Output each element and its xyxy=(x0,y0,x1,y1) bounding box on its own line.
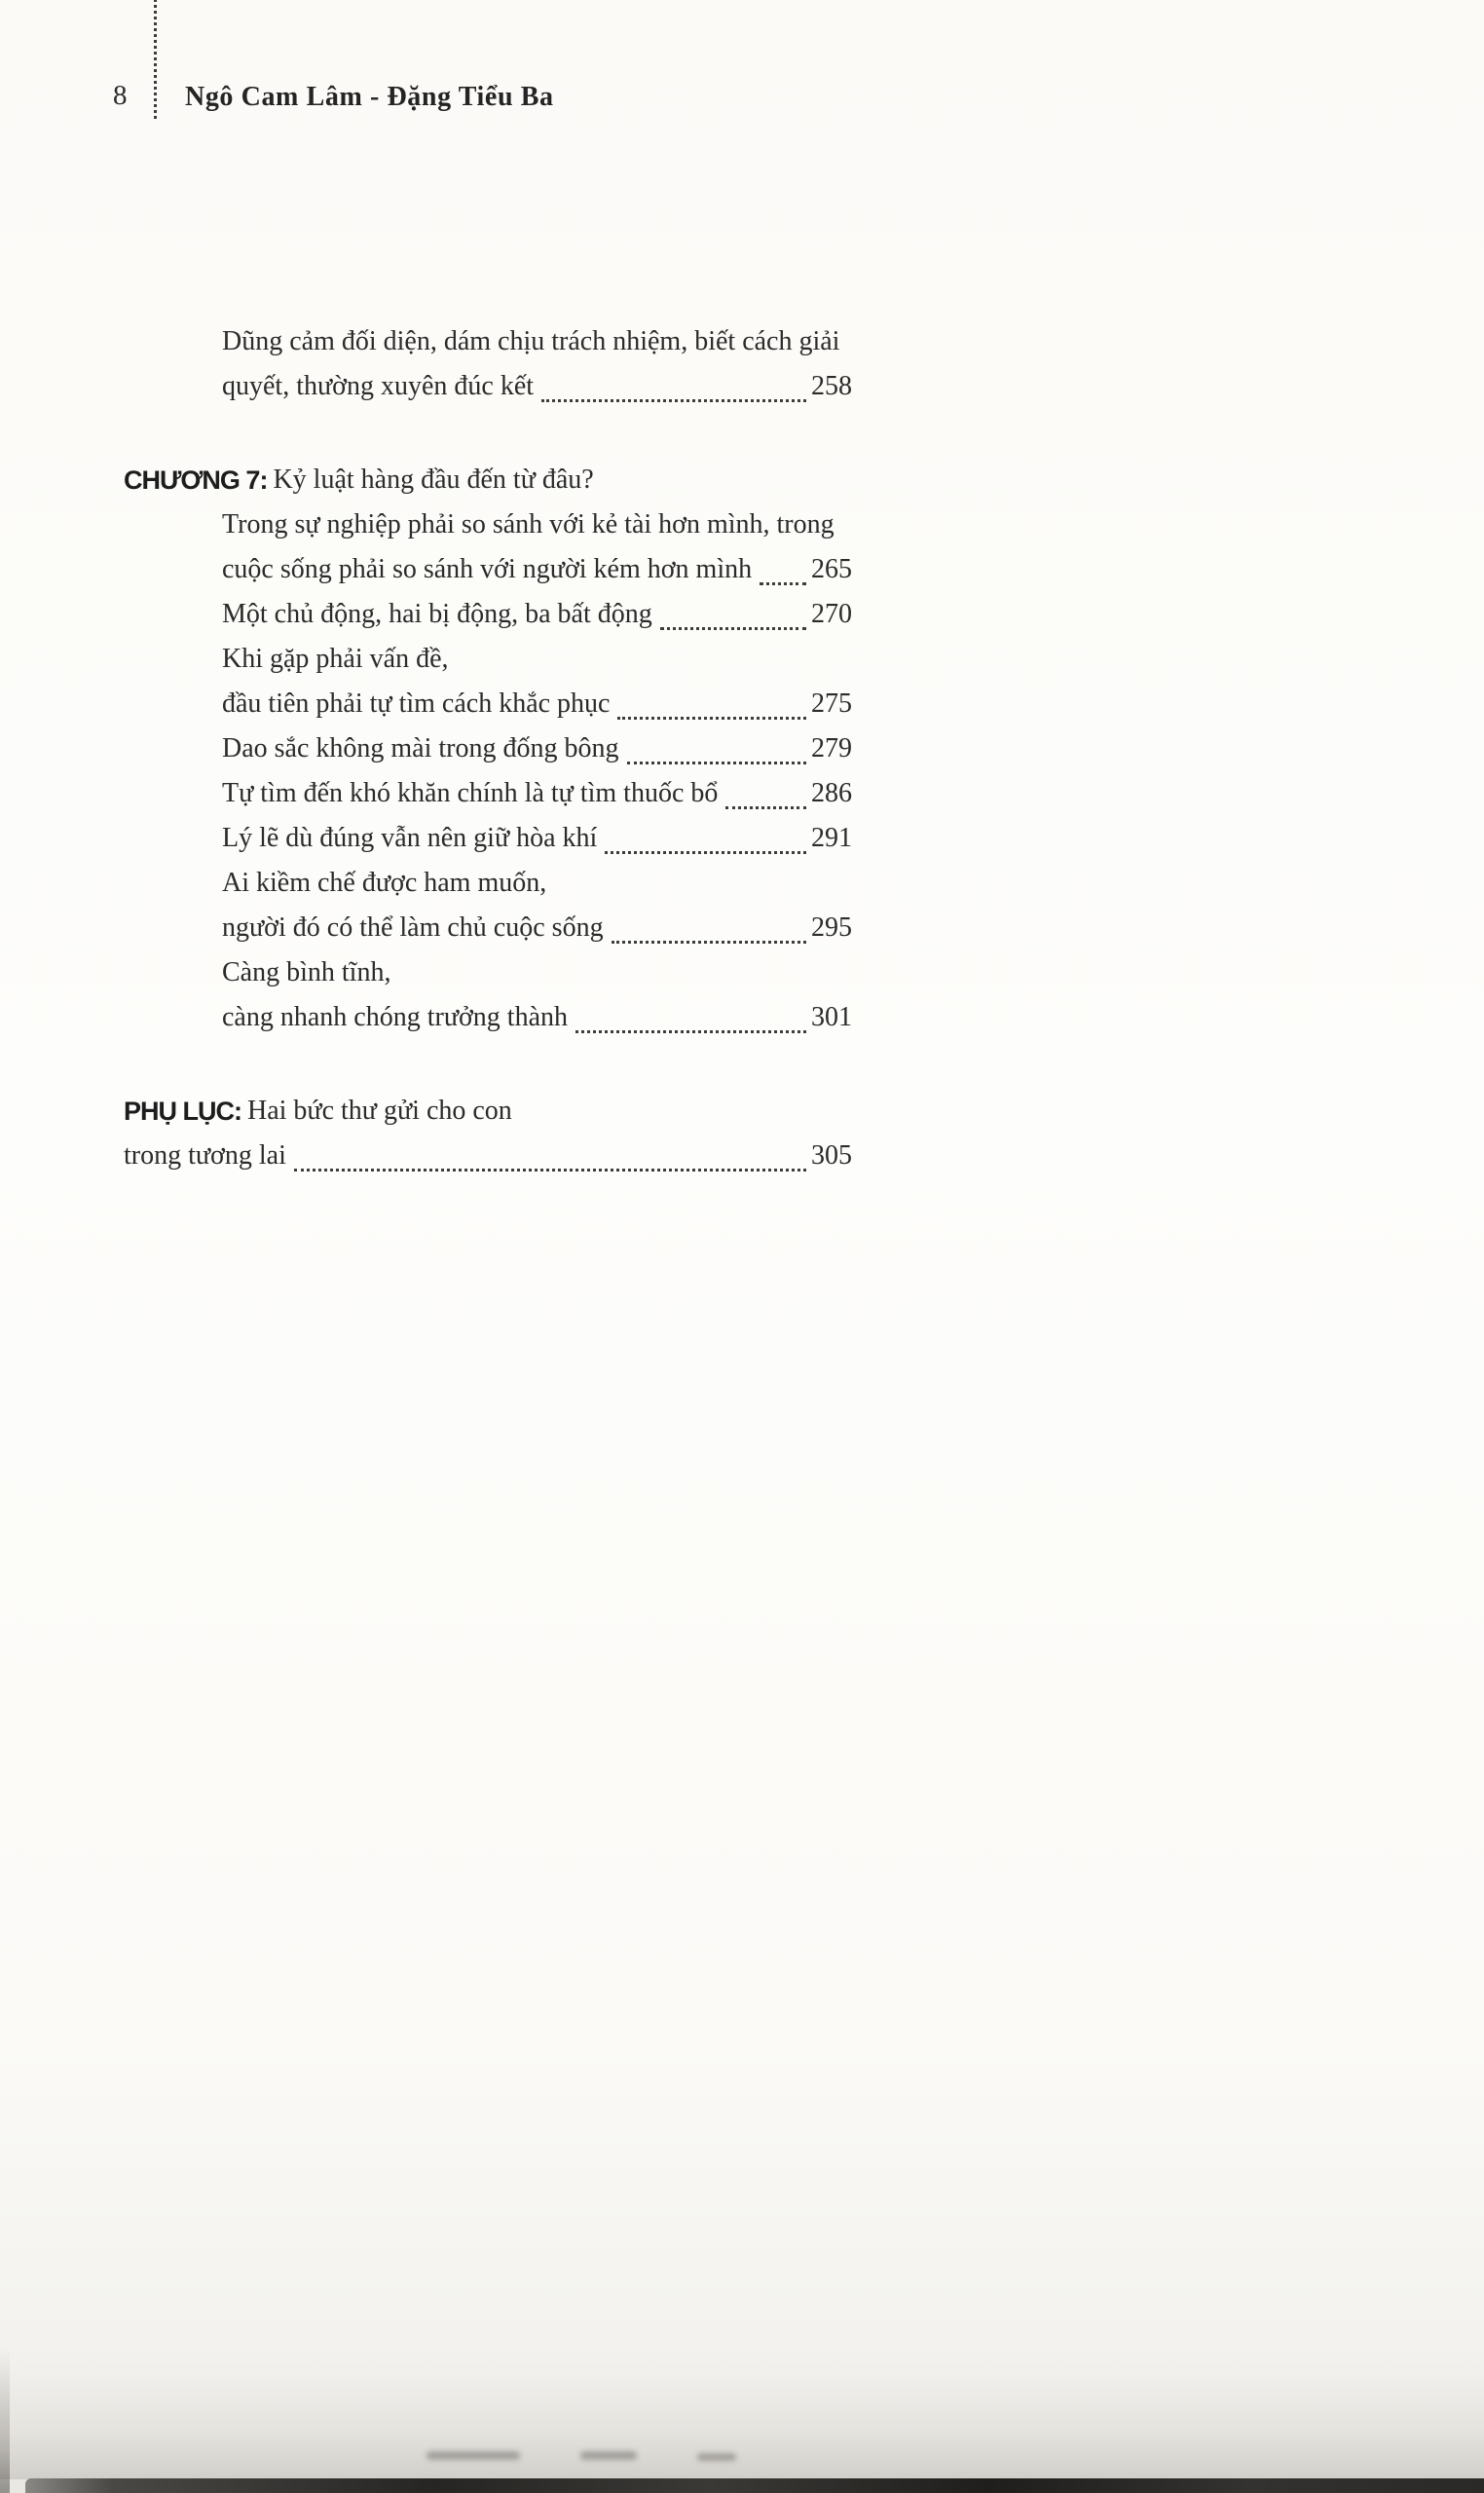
dot-leader xyxy=(605,816,806,854)
toc-entry-text: quyết, thường xuyên đúc kết xyxy=(222,371,535,401)
toc-page-ref: 265 xyxy=(811,554,852,584)
toc-entry-line: Trong sự nghiệp phải so sánh với kẻ tài hơn mình, trong xyxy=(222,509,835,540)
toc-entry-286 xyxy=(222,771,852,816)
dot-leader xyxy=(294,1134,806,1172)
toc-entry-text: người đó có thể làm chủ cuộc sống xyxy=(222,912,604,943)
section-title: Hai bức thư gửi cho con xyxy=(247,1096,512,1126)
toc-chapter-7 xyxy=(124,458,852,502)
scan-smudge xyxy=(697,2453,736,2461)
toc-entry-258 xyxy=(222,319,852,409)
section-title: Kỷ luật hàng đầu đến từ đâu? xyxy=(273,465,594,495)
dotted-fold-mark xyxy=(154,0,157,119)
toc-entry-last-line xyxy=(222,906,852,950)
page-bottom-shadow xyxy=(0,2372,1484,2479)
toc-entry-270 xyxy=(222,592,852,637)
toc-entry-last-line xyxy=(222,592,852,637)
dot-leader xyxy=(627,726,807,764)
toc-entry-text: cuộc sống phải so sánh với người kém hơn mình xyxy=(222,554,753,584)
dot-leader xyxy=(725,771,806,809)
toc-entry-line: Khi gặp phải vấn đề, xyxy=(222,644,449,674)
toc-entry-last-line xyxy=(222,995,852,1040)
toc-entry-text: càng nhanh chóng trưởng thành xyxy=(222,1002,569,1032)
toc-entry-text: Một chủ động, hai bị động, ba bất động xyxy=(222,599,652,629)
toc-entry-291 xyxy=(222,816,852,861)
toc-entry-last-line xyxy=(124,1134,852,1178)
toc-entry-last-line xyxy=(222,682,852,726)
toc-entry-last-line xyxy=(222,771,852,816)
table-of-contents xyxy=(124,319,852,1178)
section-label: PHỤ LỤC: xyxy=(124,1097,241,1126)
dot-leader xyxy=(612,906,806,944)
toc-entry-265 xyxy=(222,502,852,592)
toc-entry-301 xyxy=(222,950,852,1040)
section-label: CHƯƠNG 7: xyxy=(124,465,268,495)
dot-leader xyxy=(760,547,806,585)
toc-page-ref: 258 xyxy=(811,371,852,401)
toc-page-ref: 286 xyxy=(811,778,852,808)
scan-smudge xyxy=(427,2451,520,2460)
toc-entry-last-line xyxy=(222,726,852,771)
dot-leader xyxy=(617,682,806,720)
dot-leader xyxy=(660,592,806,630)
toc-entry-last-line xyxy=(222,364,852,409)
toc-entry-text: Dao sắc không mài trong đống bông xyxy=(222,733,619,763)
toc-entry-text: Lý lẽ dù đúng vẫn nên giữ hòa khí xyxy=(222,823,598,853)
toc-appendix-305 xyxy=(124,1089,852,1178)
book-edge xyxy=(25,2478,1484,2493)
toc-section-heading-line xyxy=(124,1089,852,1134)
toc-entry-text: đầu tiên phải tự tìm cách khắc phục xyxy=(222,688,611,719)
toc-entry-line: Càng bình tĩnh, xyxy=(222,957,391,987)
toc-entry-279 xyxy=(222,726,852,771)
scan-left-edge xyxy=(0,2347,10,2493)
toc-entry-text: trong tương lai xyxy=(124,1140,286,1171)
toc-entry-line: Ai kiềm chế được ham muốn, xyxy=(222,868,547,898)
toc-page-ref: 270 xyxy=(811,599,852,629)
running-header-authors: Ngô Cam Lâm - Đặng Tiểu Ba xyxy=(185,82,554,112)
toc-entry-last-line xyxy=(222,816,852,861)
page-number: 8 xyxy=(113,80,128,111)
toc-page-ref: 275 xyxy=(811,688,852,719)
scan-smudge xyxy=(580,2451,637,2460)
toc-section-heading-line xyxy=(124,458,852,502)
toc-entry-last-line xyxy=(222,547,852,592)
toc-entry-line: Dũng cảm đối diện, dám chịu trách nhiệm, biết cách giải xyxy=(222,326,840,356)
toc-entry-275 xyxy=(222,637,852,726)
toc-page-ref: 295 xyxy=(811,912,852,943)
toc-page-ref: 279 xyxy=(811,733,852,763)
toc-page-ref: 291 xyxy=(811,823,852,853)
toc-page-ref: 305 xyxy=(811,1140,852,1171)
toc-entry-295 xyxy=(222,861,852,950)
dot-leader xyxy=(541,364,806,402)
dot-leader xyxy=(575,995,806,1033)
toc-entry-text: Tự tìm đến khó khăn chính là tự tìm thuốc bổ xyxy=(222,778,719,808)
toc-page-ref: 301 xyxy=(811,1002,852,1032)
